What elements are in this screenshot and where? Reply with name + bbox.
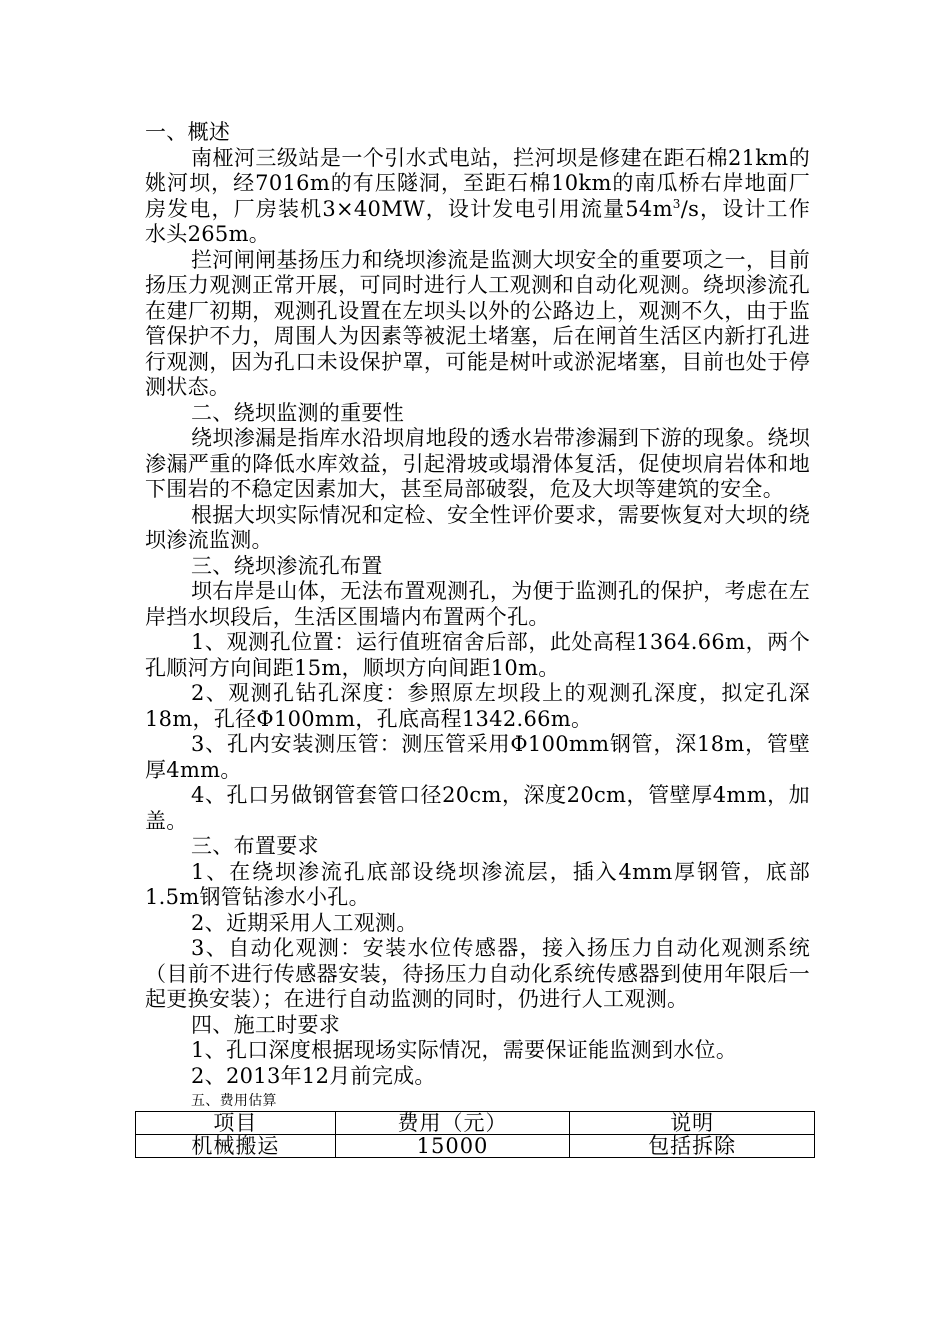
list-item-hole-location: 1、观测孔位置：运行值班宿舍后部，此处高程1364.66m，两个孔顺河方向间距15m，顺坝方向间距10m。	[145, 630, 810, 680]
paragraph-restore-monitoring: 根据大坝实际情况和定检、安全性评价要求，需要恢复对大坝的绕坝渗流监测。	[145, 502, 810, 552]
paragraph-seepage-definition: 绕坝渗漏是指库水沿坝肩地段的透水岩带渗漏到下游的现象。绕坝渗漏严重的降低水库效益，引起滑坡或塌滑体复活，促使坝肩岩体和地下围岩的不稳定因素加大，甚至局部破裂，危及大坝等建筑的安全。	[145, 426, 810, 501]
paragraph-layout-intro: 坝右岸是山体，无法布置观测孔，为便于监测孔的保护，考虑在左岸挡水坝段后，生活区围墙内布置两个孔。	[145, 579, 810, 629]
table-cell-cost: 15000	[335, 1135, 570, 1158]
paragraph-station-intro	[145, 146, 810, 248]
section-heading-requirements: 三、布置要求	[191, 834, 319, 858]
table-cell-note: 包括拆除	[570, 1135, 815, 1158]
section-heading-overview: 一、概述	[145, 120, 231, 144]
section-heading-importance: 二、绕坝监测的重要性	[191, 400, 404, 425]
table-header-item: 项目	[136, 1112, 336, 1135]
paragraph-seepage-status: 拦河闸闸基扬压力和绕坝渗流是监测大坝安全的重要项之一，目前扬压力观测正常开展，可同时进行人工观测和自动化观测。绕坝渗流孔在建厂初期，观测孔设置在左坝头以外的公路边上，观测不久，由于监管保护不力，周围人为因素等被泥土堵塞，后在闸首生活区内新打孔进行观测，因为孔口未设保护罩，可能是树叶或淤泥堵塞，目前也处于停测状态。	[145, 247, 810, 399]
document-body	[145, 120, 810, 1158]
list-item-deadline: 2、2013年12月前完成。	[191, 1063, 436, 1088]
table-header-note: 说明	[570, 1112, 815, 1135]
list-item-piezometer: 3、孔内安装测压管：测压管采用Φ100mm钢管，深18m，管壁厚4mm。	[145, 732, 810, 782]
section-heading-layout: 三、绕坝渗流孔布置	[191, 553, 383, 578]
table-header-cost: 费用（元）	[335, 1112, 570, 1135]
list-item-hole-depth: 2、观测孔钻孔深度：参照原左坝段上的观测孔深度，拟定孔深18m，孔径Φ100mm，孔底高程1342.66m。	[145, 681, 810, 731]
list-item-automatic-observation: 3、自动化观测：安装水位传感器，接入扬压力自动化观测系统（目前不进行传感器安装，待扬压力自动化系统传感器到使用年限后一起更换安装）；在进行自动监测的同时，仍进行人工观测。	[145, 936, 810, 1011]
table-row	[136, 1135, 815, 1158]
list-item-casing: 4、孔口另做钢管套管口径20cm，深度20cm，管壁厚4mm，加盖。	[145, 783, 810, 833]
section-heading-construction: 四、施工时要求	[191, 1012, 341, 1037]
list-item-seepage-layer: 1、在绕坝渗流孔底部设绕坝渗流层，插入4mm厚钢管，底部1.5m钢管钻渗水小孔。	[145, 859, 810, 909]
list-item-depth-requirement: 1、孔口深度根据现场实际情况，需要保证能监测到水位。	[191, 1038, 738, 1062]
paragraph-text: 南桠河三级站是一个引水式电站，拦河坝是修建在距石棉21km的姚河坝，经7016m的有压隧洞，至距石棉10km的南瓜桥右岸地面厂房发电，厂房装机3×40MW，设计发电引用流量54m	[145, 145, 810, 221]
section-heading-cost: 五、费用估算	[191, 1093, 277, 1109]
table-header-row	[136, 1112, 815, 1135]
cost-table	[135, 1111, 815, 1158]
list-item-manual-observation: 2、近期采用人工观测。	[191, 910, 418, 935]
paragraph-text-tail: /s，设计工作水头265m。	[145, 196, 810, 246]
table-cell-item: 机械搬运	[136, 1135, 336, 1158]
superscript: 3	[672, 196, 681, 211]
